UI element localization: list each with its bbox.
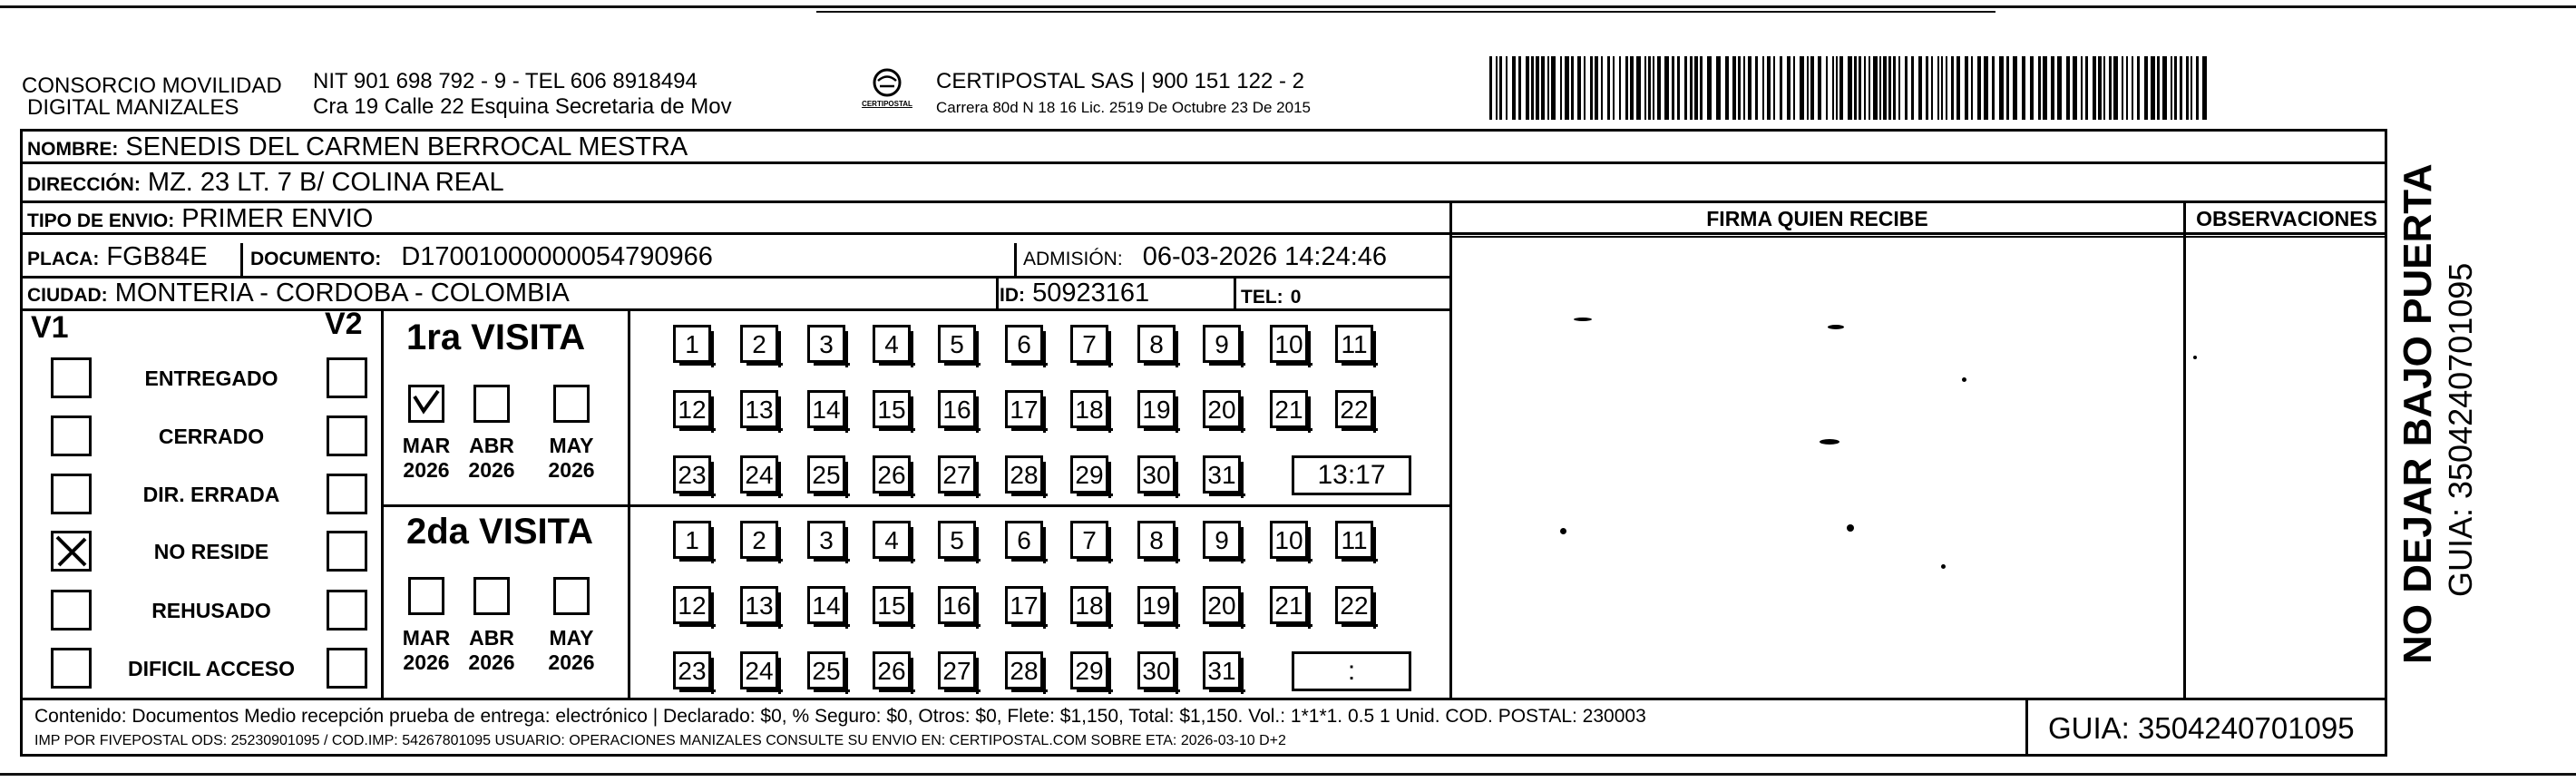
nombre-label: NOMBRE:	[27, 139, 119, 160]
v2-checkbox[interactable]	[327, 474, 367, 514]
barcode-bar	[1551, 56, 1556, 120]
documento-row	[250, 241, 713, 275]
barcode-bar	[1918, 56, 1922, 120]
barcode-bar	[1531, 56, 1534, 120]
barcode-bar	[1911, 56, 1914, 120]
barcode-bar	[2113, 56, 2118, 120]
barcode-bar	[2043, 56, 2047, 120]
first-visit-day-box[interactable]: 4	[873, 325, 911, 363]
barcode-bar	[1951, 56, 1954, 120]
barcode-bar	[1584, 56, 1586, 120]
barcode-bar	[1625, 56, 1628, 120]
second-visit-day-box[interactable]: 7	[1070, 521, 1108, 559]
col-line	[996, 276, 999, 308]
second-visit-title: 2da VISITA	[406, 512, 593, 552]
second-visit-day-box[interactable]: 29	[1070, 651, 1108, 689]
status-option-label: ENTREGADO	[144, 367, 278, 390]
barcode-bar	[1672, 56, 1674, 120]
second-visit-day-box[interactable]: 12	[673, 586, 711, 624]
footer-guia: GUIA: 3504240701095	[2048, 711, 2355, 745]
barcode-bar	[1743, 56, 1745, 120]
barcode-bar	[2022, 56, 2025, 120]
barcode-bar	[1898, 56, 1900, 120]
certipostal-logo	[860, 67, 914, 114]
barcode-bar	[1725, 56, 1729, 120]
first-visit-day-box[interactable]: 11	[1335, 325, 1373, 363]
first-visit-day-box[interactable]: 26	[873, 455, 911, 494]
tel-row	[1241, 279, 1301, 313]
first-visit-title: 1ra VISITA	[406, 318, 586, 357]
barcode-bar	[1999, 56, 2004, 120]
tipo-value: PRIMER ENVIO	[181, 204, 374, 233]
barcode-bar	[1848, 56, 1852, 120]
side-warning: NO DEJAR BAJO PUERTA	[2395, 163, 2440, 664]
barcode-bar	[1506, 56, 1508, 120]
v1-checkbox[interactable]	[51, 357, 92, 398]
second-visit-day-box[interactable]: 5	[938, 521, 976, 559]
second-visit-day-box[interactable]: 13	[740, 586, 778, 624]
second-visit-month-label	[460, 626, 523, 675]
signature-mark	[1941, 564, 1946, 569]
second-visit-day-box[interactable]: 6	[1005, 521, 1043, 559]
barcode-bar	[1565, 56, 1569, 120]
first-visit-month-checkbox[interactable]	[553, 385, 590, 423]
id-value: 50923161	[1032, 279, 1150, 308]
first-visit-day-box[interactable]: 27	[938, 455, 976, 494]
direccion-row	[27, 167, 504, 200]
row-line	[20, 698, 2387, 700]
second-visit-month-checkbox[interactable]	[553, 577, 590, 615]
second-visit-day-box[interactable]: 8	[1137, 521, 1176, 559]
second-visit-day-box[interactable]: 22	[1335, 586, 1373, 624]
barcode-bar	[2191, 56, 2192, 120]
col-line	[381, 308, 384, 698]
first-visit-day-box[interactable]: 14	[807, 390, 845, 428]
scan-top-edge	[0, 5, 2576, 8]
barcode-bar	[1793, 56, 1795, 120]
second-visit-day-box[interactable]: 14	[807, 586, 845, 624]
second-visit-time-box[interactable]: :	[1292, 651, 1411, 691]
second-visit-day-box[interactable]: 11	[1335, 521, 1373, 559]
first-visit-day-box[interactable]: 25	[807, 455, 845, 494]
status-option-label: DIFICIL ACCESO	[127, 657, 295, 680]
col-line	[2183, 200, 2186, 698]
month-year: 2026	[468, 458, 515, 482]
barcode-bar	[1767, 56, 1771, 120]
scan-bottom-edge	[0, 773, 2576, 776]
second-visit-day-box[interactable]: 27	[938, 651, 976, 689]
second-visit-day-box[interactable]: 20	[1203, 586, 1241, 624]
barcode-bar	[2066, 56, 2070, 120]
barcode-bar	[1905, 56, 1908, 120]
month-name: ABR	[469, 434, 514, 457]
barcode-bar	[2030, 56, 2034, 120]
barcode-bar	[1773, 56, 1775, 120]
barcode-bar	[2057, 56, 2062, 120]
signature-mark	[2193, 356, 2197, 359]
barcode-bar	[1547, 56, 1549, 120]
barcode-bar	[1536, 56, 1539, 120]
barcode-bar	[1644, 56, 1646, 120]
barcode-bar	[1489, 56, 1492, 120]
v1-checkbox[interactable]	[51, 474, 92, 514]
signature-mark	[1847, 524, 1854, 532]
row-line	[381, 504, 1449, 507]
first-visit-day-box[interactable]: 3	[807, 325, 845, 363]
nombre-value: SENEDIS DEL CARMEN BERROCAL MESTRA	[125, 132, 688, 161]
barcode-bar	[2051, 56, 2054, 120]
first-visit-day-box[interactable]: 10	[1270, 325, 1308, 363]
barcode-bar	[2151, 56, 2155, 120]
barcode	[1489, 56, 2208, 120]
consorcio-line2: DIGITAL MANIZALES	[27, 95, 239, 120]
first-visit-month-label	[460, 434, 523, 483]
v2-label: V2	[325, 307, 363, 341]
barcode-bar	[1832, 56, 1834, 120]
barcode-bar	[1762, 56, 1764, 120]
v2-checkbox[interactable]	[327, 531, 367, 572]
barcode-bar	[1630, 56, 1634, 120]
second-visit-day-box[interactable]: 23	[673, 651, 711, 689]
first-visit-day-box[interactable]: 18	[1070, 390, 1108, 428]
second-visit-day-box[interactable]: 2	[740, 521, 778, 559]
barcode-bar	[1590, 56, 1593, 120]
first-visit-day-box[interactable]: 2	[740, 325, 778, 363]
ciudad-value: MONTERIA - CORDOBA - COLOMBIA	[114, 279, 570, 308]
v2-checkbox[interactable]	[327, 590, 367, 630]
barcode-bar	[2186, 56, 2189, 120]
tel-value: 0	[1290, 287, 1302, 308]
second-visit-day-box[interactable]: 26	[873, 651, 911, 689]
barcode-bar	[1931, 56, 1933, 120]
barcode-bar	[1690, 56, 1693, 120]
nombre-row	[27, 132, 688, 165]
first-visit-day-box[interactable]: 20	[1203, 390, 1241, 428]
second-visit-day-box[interactable]: 19	[1137, 586, 1176, 624]
status-option-label: CERRADO	[158, 425, 265, 448]
barcode-bar	[1864, 56, 1866, 120]
first-visit-day-box[interactable]: 23	[673, 455, 711, 494]
barcode-bar	[1873, 56, 1878, 120]
status-option-label: DIR. ERRADA	[142, 483, 280, 506]
second-visit-day-box[interactable]: 30	[1137, 651, 1176, 689]
second-visit-month-checkbox[interactable]	[408, 577, 444, 615]
barcode-bar	[2171, 56, 2172, 120]
barcode-bar	[1732, 56, 1736, 120]
first-visit-day-box[interactable]: 13	[740, 390, 778, 428]
id-row	[1000, 278, 1149, 311]
barcode-bar	[1836, 56, 1838, 120]
barcode-bar	[2085, 56, 2088, 120]
first-visit-day-box[interactable]: 5	[938, 325, 976, 363]
barcode-bar	[1607, 56, 1610, 120]
second-visit-day-box[interactable]: 16	[938, 586, 976, 624]
ciudad-label: CIUDAD:	[27, 285, 108, 306]
barcode-bar	[1807, 56, 1809, 120]
second-visit-day-box[interactable]: 9	[1203, 521, 1241, 559]
direccion-label: DIRECCIÓN:	[27, 174, 141, 195]
documento-label: DOCUMENTO:	[250, 249, 382, 269]
status-option-label: REHUSADO	[151, 599, 271, 622]
v1-checkbox[interactable]	[51, 648, 92, 689]
second-visit-day-box[interactable]: 15	[873, 586, 911, 624]
certipostal-line1: CERTIPOSTAL SAS | 900 151 122 - 2	[936, 69, 1304, 93]
col-line	[1014, 243, 1017, 276]
month-year: 2026	[403, 458, 450, 482]
admision-row	[1023, 241, 1387, 275]
check-mark-icon	[54, 533, 89, 569]
nit-line: NIT 901 698 792 - 9 - TEL 606 8918494	[313, 69, 698, 93]
first-visit-month-checkbox[interactable]	[473, 385, 510, 423]
signature-mark	[1560, 528, 1566, 534]
second-visit-month-label	[395, 626, 458, 675]
barcode-bar	[2162, 56, 2167, 120]
first-visit-day-box[interactable]: 6	[1005, 325, 1043, 363]
month-name: ABR	[469, 626, 514, 650]
first-visit-day-box[interactable]: 22	[1335, 390, 1373, 428]
first-visit-month-checkbox[interactable]	[408, 385, 444, 423]
first-visit-day-box[interactable]: 12	[673, 390, 711, 428]
barcode-bar	[1869, 56, 1870, 120]
barcode-bar	[2144, 56, 2148, 120]
barcode-bar	[2132, 56, 2133, 120]
barcode-bar	[2137, 56, 2140, 120]
second-visit-day-box[interactable]: 18	[1070, 586, 1108, 624]
firma-header: FIRMA QUIEN RECIBE	[1706, 207, 1928, 230]
v1-checkbox[interactable]	[51, 590, 92, 630]
month-name: MAR	[402, 434, 451, 457]
month-year: 2026	[468, 650, 515, 674]
barcode-bar	[1677, 56, 1680, 120]
month-year: 2026	[548, 458, 595, 482]
barcode-bar	[1946, 56, 1947, 120]
barcode-bar	[1738, 56, 1741, 120]
v2-checkbox[interactable]	[327, 648, 367, 689]
first-visit-day-box[interactable]: 21	[1270, 390, 1308, 428]
first-visit-day-box[interactable]: 30	[1137, 455, 1176, 494]
barcode-bar	[2098, 56, 2102, 120]
first-visit-month-label	[540, 434, 603, 483]
month-name: MAY	[549, 626, 594, 650]
barcode-bar	[1879, 56, 1881, 120]
first-visit-day-box[interactable]: 17	[1005, 390, 1043, 428]
second-visit-day-box[interactable]: 21	[1270, 586, 1308, 624]
barcode-bar	[1992, 56, 1995, 120]
barcode-bar	[1826, 56, 1828, 120]
barcode-bar	[1854, 56, 1857, 120]
barcode-bar	[1694, 56, 1698, 120]
signature-mark	[1820, 439, 1839, 445]
first-visit-day-box[interactable]: 9	[1203, 325, 1241, 363]
month-name: MAR	[402, 626, 451, 650]
v1-checkbox[interactable]	[51, 415, 92, 456]
second-visit-day-box[interactable]: 10	[1270, 521, 1308, 559]
barcode-bar	[1707, 56, 1712, 120]
barcode-bar	[1518, 56, 1521, 120]
v2-checkbox[interactable]	[327, 415, 367, 456]
barcode-bar	[2081, 56, 2083, 120]
barcode-bar	[2126, 56, 2128, 120]
barcode-bar	[1657, 56, 1661, 120]
second-visit-day-box[interactable]: 25	[807, 651, 845, 689]
barcode-bar	[1571, 56, 1574, 120]
first-visit-day-box[interactable]: 31	[1203, 455, 1241, 494]
barcode-bar	[1810, 56, 1814, 120]
first-visit-day-box[interactable]: 1	[673, 325, 711, 363]
col-line	[2025, 698, 2028, 757]
barcode-bar	[1926, 56, 1928, 120]
col-line	[1234, 276, 1236, 308]
col-line	[628, 308, 630, 698]
barcode-bar	[1780, 56, 1782, 120]
barcode-bar	[1859, 56, 1861, 120]
footer-contenido: Contenido: Documentos Medio recepción prueba de entrega: electrónico | Declarado: $0, % Seguro: $0, Otros: $0, Flete: $1,150, Total: $1,150. Vol.: 1*1*1. 0.5 1 Unid. COD. POSTAL: 230003	[34, 706, 1646, 727]
barcode-bar	[2109, 56, 2112, 120]
second-visit-month-checkbox[interactable]	[473, 577, 510, 615]
admision-value: 06-03-2026 14:24:46	[1142, 242, 1388, 271]
barcode-bar	[1888, 56, 1891, 120]
check-mark-icon	[411, 387, 442, 420]
barcode-bar	[2174, 56, 2177, 120]
second-visit-day-box[interactable]: 4	[873, 521, 911, 559]
barcode-bar	[1577, 56, 1581, 120]
barcode-bar	[2103, 56, 2105, 120]
barcode-bar	[1648, 56, 1651, 120]
barcode-bar	[1601, 56, 1603, 120]
barcode-bar	[1839, 56, 1843, 120]
placa-value: FGB84E	[106, 242, 208, 271]
tel-label: TEL:	[1241, 287, 1283, 308]
barcode-bar	[1818, 56, 1821, 120]
second-visit-day-box[interactable]: 31	[1203, 651, 1241, 689]
barcode-bar	[1700, 56, 1703, 120]
second-visit-day-box[interactable]: 28	[1005, 651, 1043, 689]
certipostal-line2: Carrera 80d N 18 16 Lic. 2519 De Octubre 23 De 2015	[936, 99, 1311, 116]
tipo-label: TIPO DE ENVIO:	[27, 210, 175, 231]
first-visit-day-box[interactable]: 7	[1070, 325, 1108, 363]
barcode-bar	[1664, 56, 1669, 120]
barcode-bar	[1684, 56, 1687, 120]
row-line	[1449, 236, 2387, 238]
col-line	[240, 243, 243, 276]
first-visit-day-box[interactable]: 19	[1137, 390, 1176, 428]
barcode-bar	[1800, 56, 1804, 120]
barcode-bar	[2013, 56, 2017, 120]
barcode-bar	[1653, 56, 1654, 120]
row-line	[20, 200, 2387, 203]
month-year: 2026	[548, 650, 595, 674]
barcode-bar	[1984, 56, 1988, 120]
second-visit-day-box[interactable]: 1	[673, 521, 711, 559]
first-visit-day-box[interactable]: 29	[1070, 455, 1108, 494]
first-visit-time-box[interactable]: 13:17	[1292, 455, 1411, 495]
barcode-bar	[2196, 56, 2199, 120]
ciudad-row	[27, 278, 570, 311]
barcode-bar	[1893, 56, 1896, 120]
month-name: MAY	[549, 434, 594, 457]
barcode-bar	[1619, 56, 1621, 120]
second-visit-day-box[interactable]: 24	[740, 651, 778, 689]
month-year: 2026	[403, 650, 450, 674]
first-visit-day-box[interactable]: 24	[740, 455, 778, 494]
first-visit-day-box[interactable]: 28	[1005, 455, 1043, 494]
barcode-bar	[1613, 56, 1615, 120]
second-visit-month-label	[540, 626, 603, 675]
barcode-bar	[1787, 56, 1791, 120]
barcode-bar	[1716, 56, 1721, 120]
consorcio-line1: CONSORCIO MOVILIDAD	[22, 73, 282, 98]
barcode-bar	[1956, 56, 1960, 120]
barcode-bar	[2038, 56, 2041, 120]
first-visit-day-box[interactable]: 16	[938, 390, 976, 428]
observaciones-header: OBSERVACIONES	[2196, 207, 2377, 230]
direccion-value: MZ. 23 LT. 7 B/ COLINA REAL	[147, 168, 504, 197]
placa-row	[27, 241, 208, 275]
scan-top-edge-2	[816, 11, 1995, 13]
v1-checkbox[interactable]	[51, 531, 92, 572]
signature-mark	[1828, 325, 1844, 329]
barcode-bar	[2180, 56, 2182, 120]
signature-mark	[1962, 377, 1966, 382]
barcode-bar	[1595, 56, 1598, 120]
barcode-bar	[1755, 56, 1758, 120]
second-visit-day-box[interactable]: 17	[1005, 586, 1043, 624]
barcode-bar	[1512, 56, 1516, 120]
barcode-bar	[1499, 56, 1502, 120]
barcode-bar	[1636, 56, 1641, 120]
barcode-bar	[1977, 56, 1981, 120]
barcode-bar	[1541, 56, 1545, 120]
logo-text: CERTIPOSTAL	[862, 100, 912, 108]
side-guia: GUIA: 3504240701095	[2442, 262, 2479, 597]
barcode-bar	[1496, 56, 1498, 120]
address-line: Cra 19 Calle 22 Esquina Secretaria de Mov	[313, 94, 732, 119]
barcode-bar	[2157, 56, 2160, 120]
v2-checkbox[interactable]	[327, 357, 367, 398]
barcode-bar	[2073, 56, 2077, 120]
barcode-bar	[2006, 56, 2009, 120]
first-visit-day-box[interactable]: 8	[1137, 325, 1176, 363]
placa-label: PLACA:	[27, 249, 100, 269]
footer-imp: IMP POR FIVEPOSTAL ODS: 25230901095 / COD.IMP: 54267801095 USUARIO: OPERACIONES MANIZALES CONSULTE SU ENVIO EN: CERTIPOSTAL.COM SOBRE ETA: 2026-03-10 D+2	[34, 733, 1286, 748]
first-visit-month-label	[395, 434, 458, 483]
first-visit-day-box[interactable]: 15	[873, 390, 911, 428]
barcode-bar	[2122, 56, 2123, 120]
barcode-bar	[1748, 56, 1751, 120]
barcode-bar	[1965, 56, 1968, 120]
tipo-row	[27, 203, 373, 237]
v1-label: V1	[31, 310, 69, 345]
barcode-bar	[1526, 56, 1529, 120]
signature-mark	[1574, 318, 1592, 321]
barcode-bar	[1883, 56, 1887, 120]
barcode-bar	[2202, 56, 2207, 120]
barcode-bar	[1937, 56, 1939, 120]
id-label: ID:	[1000, 285, 1025, 306]
row-line	[20, 232, 2387, 235]
barcode-bar	[1971, 56, 1973, 120]
barcode-bar	[1941, 56, 1943, 120]
status-option-label: NO RESIDE	[153, 540, 269, 563]
documento-value: D17001000000054790966	[401, 242, 713, 271]
barcode-bar	[2093, 56, 2096, 120]
barcode-bar	[1560, 56, 1562, 120]
admision-label: ADMISIÓN:	[1023, 249, 1123, 269]
col-line	[1449, 200, 1452, 698]
second-visit-day-box[interactable]: 3	[807, 521, 845, 559]
